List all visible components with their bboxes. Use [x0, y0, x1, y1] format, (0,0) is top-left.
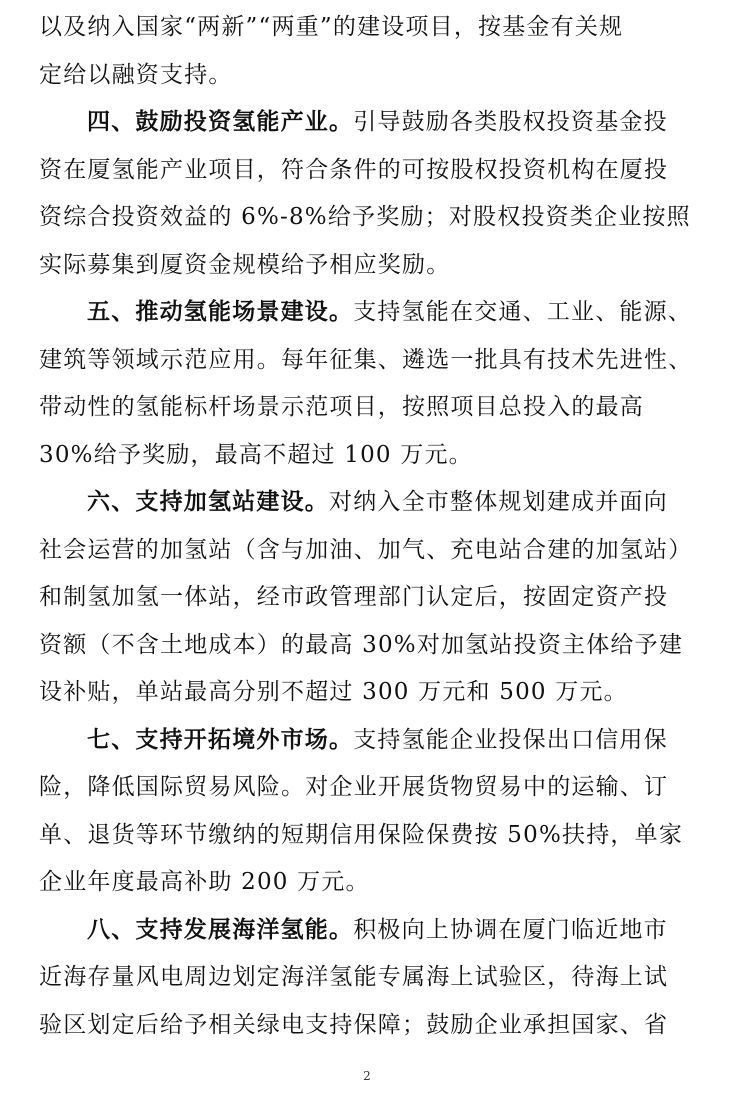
text-line	[39, 1004, 699, 1046]
text-line	[39, 54, 699, 96]
line-text: 企业年度最高补助 200 万元。	[39, 869, 370, 895]
text-line	[39, 529, 699, 571]
line-text: 支持氢能在交通、工业、能源、	[353, 299, 693, 325]
line-text: 支持氢能企业投保出口信用保	[353, 727, 668, 753]
text-line	[39, 671, 699, 713]
text-line	[39, 861, 699, 903]
line-text: 设补贴，单站最高分别不超过 300 万元和 500 万元。	[39, 679, 628, 705]
line-text: 社会运营的加氢站（含与加油、加气、充电站合建的加氢站）	[39, 537, 693, 563]
text-line	[39, 196, 699, 238]
text-line	[39, 149, 699, 191]
line-text: 实际募集到厦资金规模给予相应奖励。	[39, 252, 451, 278]
line-text: 单、退货等环节缴纳的短期信用保险保费按 50%扶持，单家	[39, 822, 684, 848]
section-heading-line	[87, 481, 699, 523]
line-text: 积极向上协调在厦门临近地市	[353, 917, 668, 943]
section-heading-line	[87, 291, 699, 333]
text-line	[39, 386, 699, 428]
line-text: 对纳入全市整体规划建成并面向	[329, 489, 668, 515]
page-number: 2	[363, 1069, 371, 1083]
line-text: 和制氢加氢一体站，经市政管理部门认定后，按固定资产投	[39, 584, 669, 610]
section-heading: 七、支持开拓境外市场。	[87, 726, 354, 753]
section-heading-line	[87, 101, 699, 143]
text-line	[39, 624, 699, 666]
line-text: 险，降低国际贸易风险。对企业开展货物贸易中的运输、订	[39, 774, 669, 800]
text-line	[39, 576, 699, 618]
line-text: 以及纳入国家“两新”“两重”的建设项目，按基金有关规	[39, 14, 624, 40]
text-line	[39, 434, 699, 476]
text-line	[39, 956, 699, 998]
text-line	[39, 6, 699, 48]
line-text: 资综合投资效益的 6%-8%给予奖励；对股权投资类企业按照	[39, 204, 691, 230]
text-line	[39, 814, 699, 856]
line-text: 验区划定后给予相关绿电支持保障；鼓励企业承担国家、省	[39, 1012, 669, 1038]
line-text: 资额（不含土地成本）的最高 30%对加氢站投资主体给予建	[39, 632, 684, 658]
line-text: 带动性的氢能标杆场景示范项目，按照项目总投入的最高	[39, 394, 644, 420]
text-line	[39, 766, 699, 808]
line-text: 30%给予奖励，最高不超过 100 万元。	[39, 442, 473, 468]
line-text: 引导鼓励各类股权投资基金投	[353, 109, 668, 135]
section-heading: 五、推动氢能场景建设。	[87, 298, 354, 325]
section-heading-line	[87, 719, 699, 761]
line-text: 近海存量风电周边划定海洋氢能专属海上试验区，待海上试	[39, 964, 669, 990]
section-heading: 四、鼓励投资氢能产业。	[87, 108, 354, 135]
section-heading: 六、支持加氢站建设。	[87, 488, 329, 515]
line-text: 建筑等领域示范应用。每年征集、遴选一批具有技术先进性、	[39, 347, 693, 373]
line-text: 定给以融资支持。	[39, 62, 233, 88]
section-heading-line	[87, 909, 699, 951]
text-line	[39, 244, 699, 286]
text-line	[39, 339, 699, 381]
section-heading: 八、支持发展海洋氢能。	[87, 916, 354, 943]
line-text: 资在厦氢能产业项目，符合条件的可按股权投资机构在厦投	[39, 157, 669, 183]
